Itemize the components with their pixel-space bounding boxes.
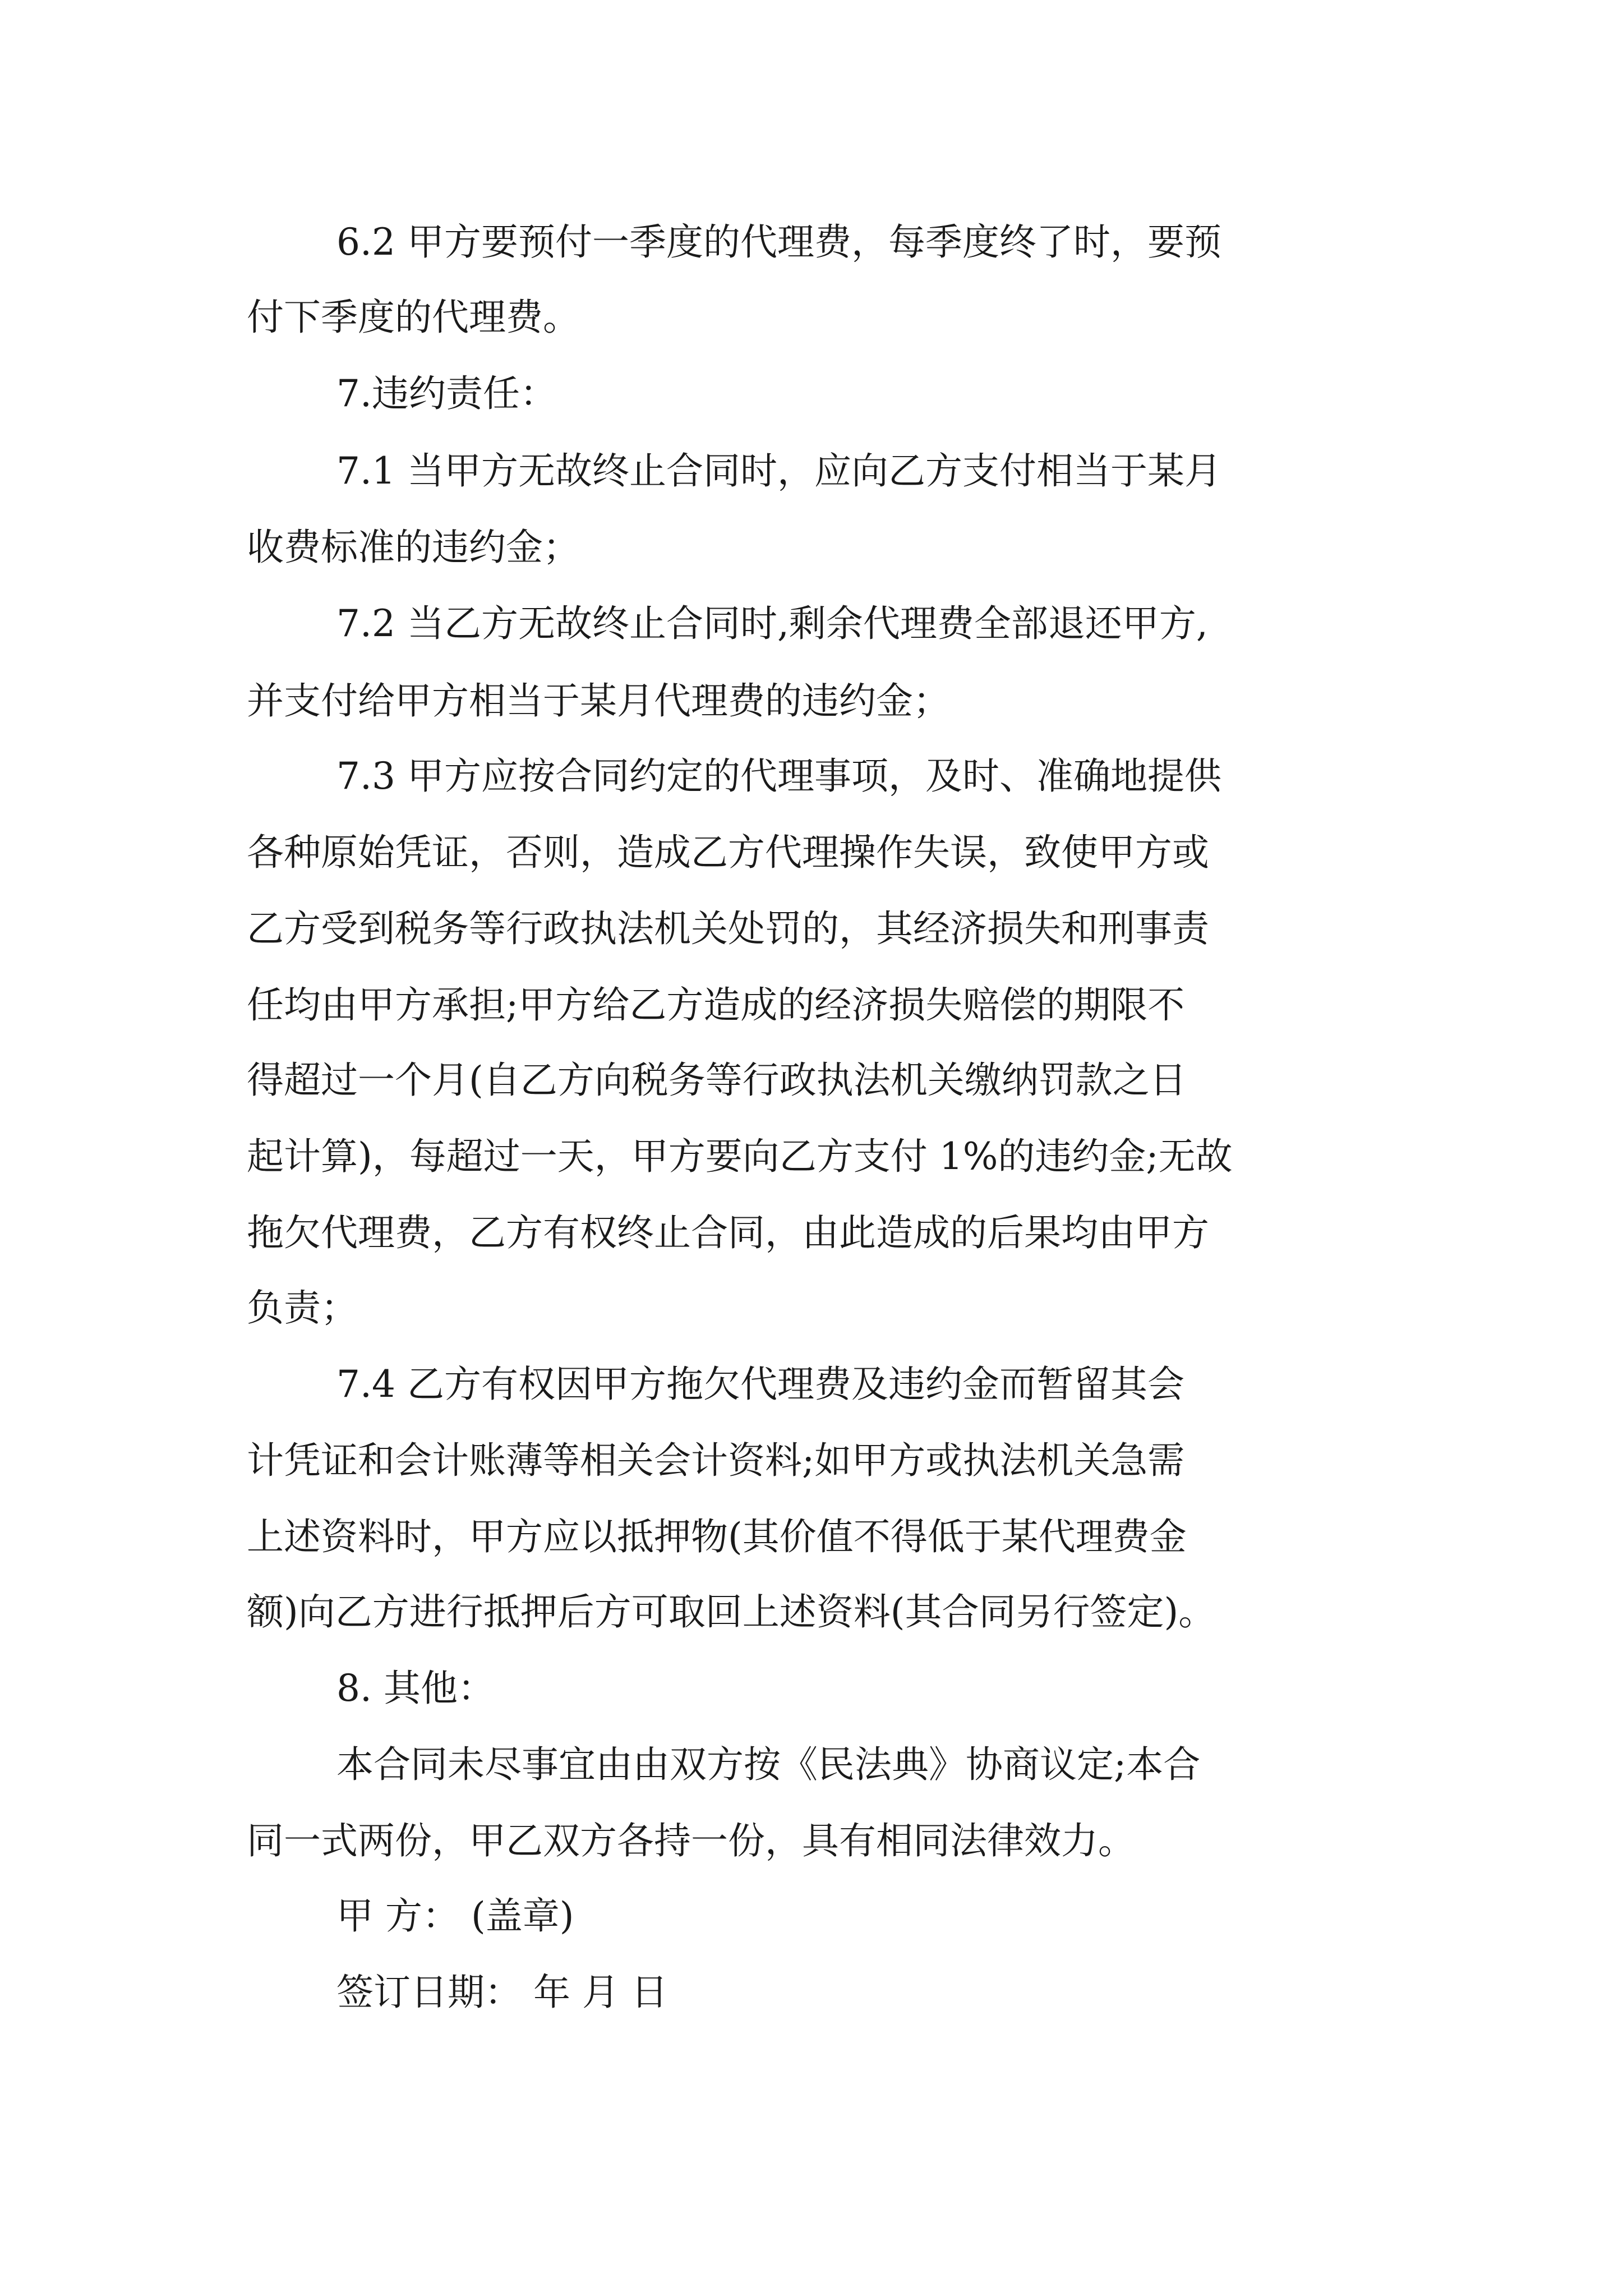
- section-heading: 8. 其他：: [336, 1667, 495, 1710]
- text-line: 乙方受到税务等行政执法机关处罚的，其经济损失和刑事责: [247, 907, 1209, 950]
- text-line: 7.1 当甲方无故终止合同时，应向乙方支付相当于某月: [336, 449, 1221, 493]
- text-line: 上述资料时，甲方应以抵押物(其价值不得低于某代理费金: [247, 1515, 1187, 1558]
- text-line: 付下季度的代理费。: [247, 296, 580, 339]
- text-line: 计凭证和会计账薄等相关会计资料;如甲方或执法机关急需: [247, 1439, 1185, 1482]
- text-line: 并支付给甲方相当于某月代理费的违约金；: [247, 679, 950, 723]
- text-line: 收费标准的违约金；: [247, 526, 580, 569]
- text-line: 7.4 乙方有权因甲方拖欠代理费及违约金而暂留其会: [336, 1363, 1184, 1406]
- text-line: 各种原始凭证，否则，造成乙方代理操作失误，致使甲方或: [247, 831, 1209, 874]
- signature-party-line: 甲 方： (盖章): [336, 1894, 574, 1938]
- text-line: 拖欠代理费，乙方有权终止合同，由此造成的后果均由甲方: [247, 1211, 1209, 1254]
- text-line: 本合同未尽事宜由由双方按《民法典》协商议定;本合: [336, 1743, 1201, 1786]
- text-line: 额)向乙方进行抵押后方可取回上述资料(其合同另行签定)。: [247, 1590, 1216, 1634]
- text-line: 7.2 当乙方无故终止合同时,剩余代理费全部退还甲方,: [336, 602, 1208, 645]
- section-heading: 7.违约责任：: [336, 372, 557, 415]
- text-line: 得超过一个月(自乙方向税务等行政执法机关缴纳罚款之日: [247, 1059, 1187, 1102]
- text-line: 起计算)，每超过一天，甲方要向乙方支付 1%的违约金;无故: [247, 1135, 1233, 1178]
- text-line: 负责；: [247, 1286, 358, 1329]
- text-line: 任均由甲方承担;甲方给乙方造成的经济损失赔偿的期限不: [247, 983, 1185, 1027]
- signing-date-line: 签订日期： 年 月 日: [336, 1971, 668, 2014]
- text-line: 7.3 甲方应按合同约定的代理事项，及时、准确地提供: [336, 754, 1221, 798]
- text-line: 同一式两份，甲乙双方各持一份，具有相同法律效力。: [247, 1819, 1135, 1862]
- text-line: 6.2 甲方要预付一季度的代理费，每季度终了时，要预: [336, 220, 1221, 264]
